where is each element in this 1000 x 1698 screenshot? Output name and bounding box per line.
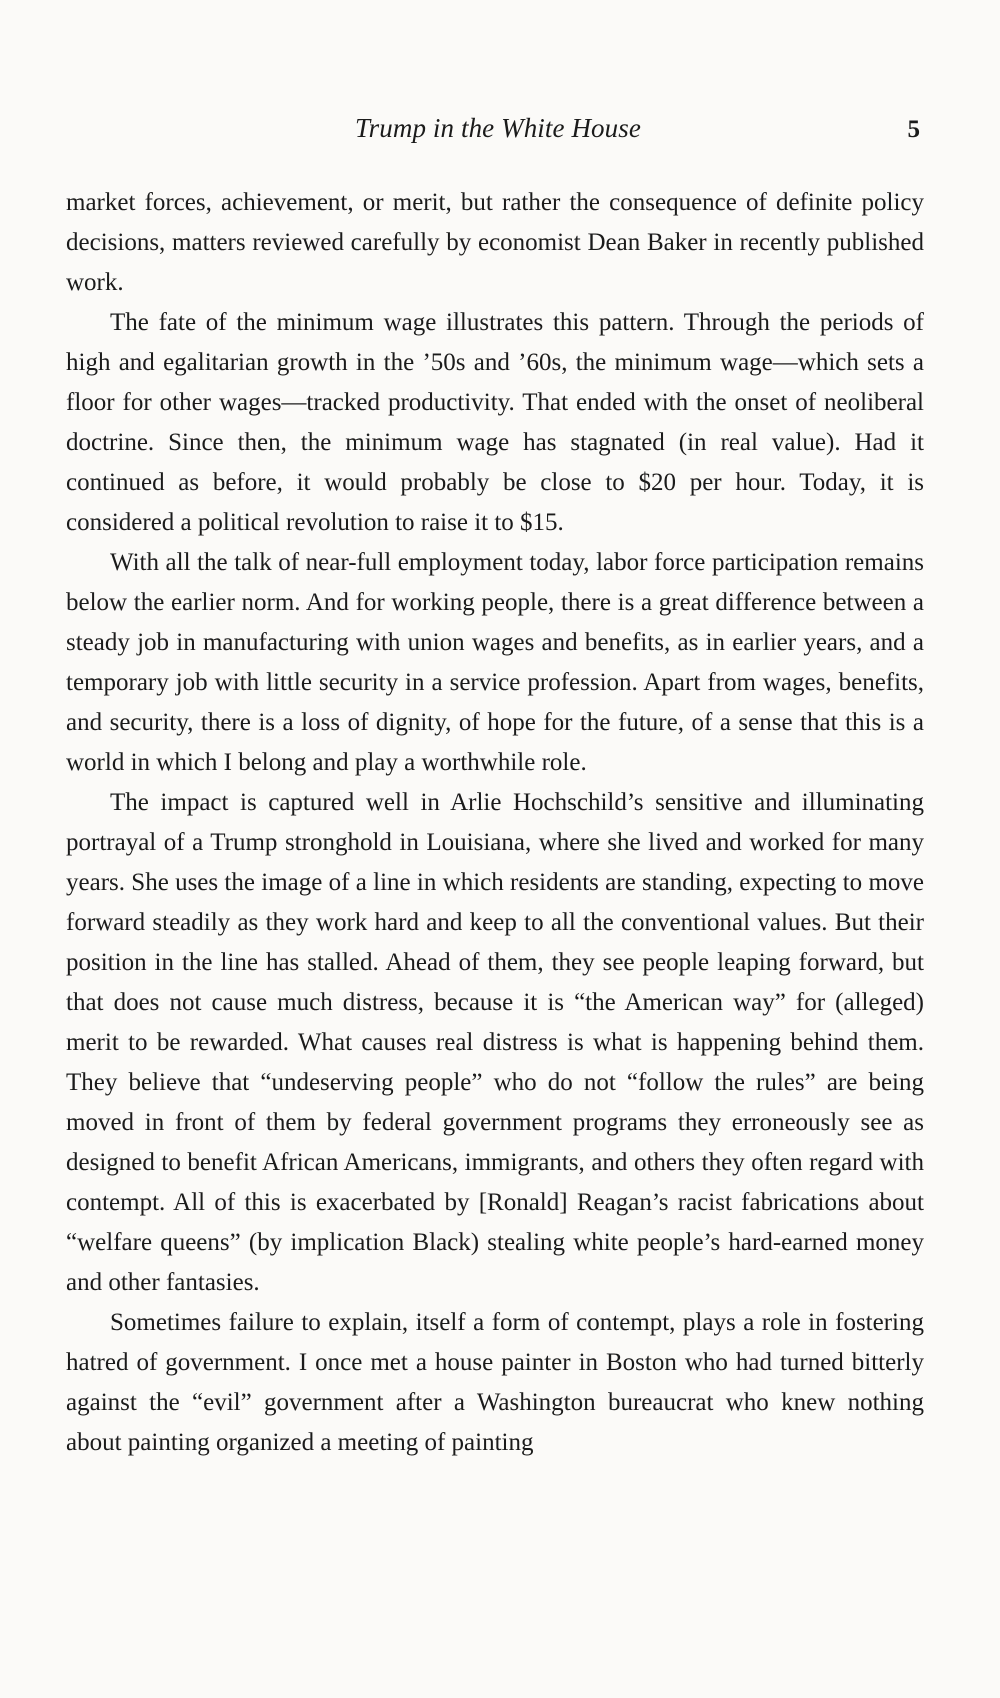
paragraph-continuation: market forces, achievement, or merit, but rather the consequence of definite policy decisions, matters reviewed carefully by economist Dean Baker in recently published work.: [66, 189, 924, 296]
paragraph-hochschild: The impact is captured well in Arlie Hochschild’s sensitive and illuminating portrayal of a Trump stronghold in Louisiana, where she lived and worked for many years. She uses the image of a line in which residents are standing, expecting to move forward steadily as they work hard and keep to all the conventional values. But their position in the line has stalled. Ahead of them, they see people leaping forward, but that does not cause much distress, because it is “the American way” for (alleged) merit to be rewarded. What causes real distress is what is happening behind them. They believe that “undeserving people” who do not “follow the rules” are being moved in front of them by federal government programs they erroneously see as designed to benefit African Americans, immigrants, and others they often regard with contempt. All of this is exacerbated by [Ronald] Reagan’s racist fabrications about “welfare queens” (by implication Black) stealing white people’s hard-earned money and other fantasies.: [66, 789, 924, 1296]
running-head: [66, 111, 930, 145]
paragraph-minimum-wage: The fate of the minimum wage illustrates this pattern. Through the periods of high and egalitarian growth in the ’50s and ’60s, the minimum wage—which sets a floor for other wages—tracked productivity. That ended with the onset of neoliberal doctrine. Since then, the minimum wage has stagnated (in real value). Had it continued as before, it would probably be close to $20 per hour. Today, it is considered a political revolution to raise it to $15.: [66, 309, 924, 536]
paragraph-employment: With all the talk of near-full employment today, labor force participation remains below the earlier norm. And for working people, there is a great difference between a steady job in manufacturing with union wages and benefits, as in earlier years, and a temporary job with little security in a service profession. Apart from wages, benefits, and security, there is a loss of dignity, of hope for the future, of a sense that this is a world in which I belong and play a worthwhile role.: [66, 549, 924, 776]
page-number: 5: [907, 116, 920, 143]
body-text: [66, 183, 924, 1463]
paragraph-house-painter: Sometimes failure to explain, itself a form of contempt, plays a role in fostering hatred of government. I once met a house painter in Boston who had turned bitterly against the “evil” government after a Washington bureaucrat who knew nothing about painting organized a meeting of painting: [66, 1309, 924, 1456]
running-title: Trump in the White House: [355, 113, 641, 143]
